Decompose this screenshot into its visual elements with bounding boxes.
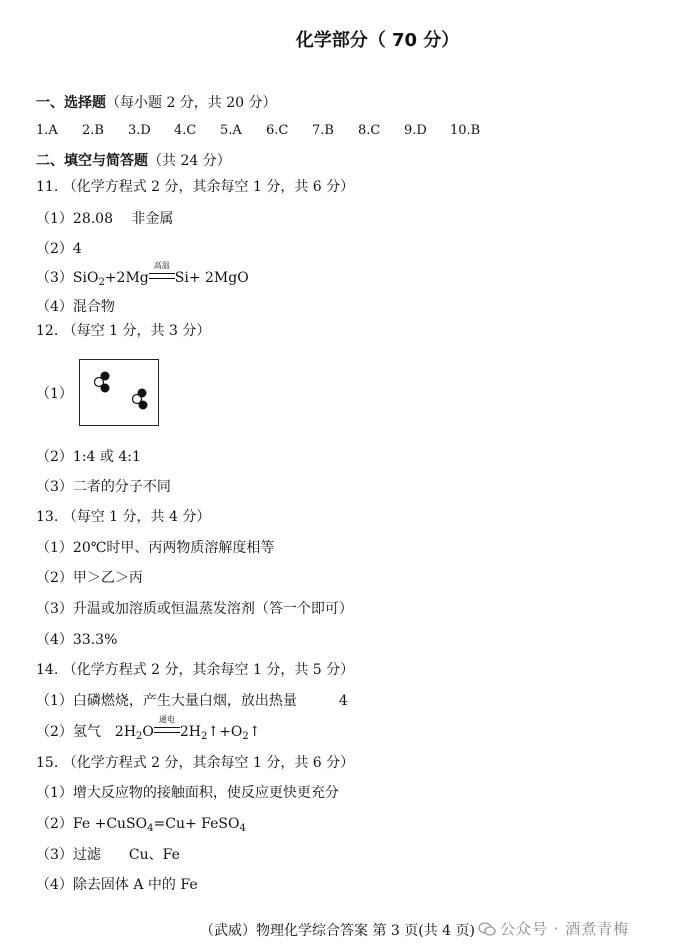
q12-answer-2: （2）1:4 或 4:1	[36, 449, 141, 465]
q11-answer-1: （1）28.08 非金属	[36, 211, 174, 227]
wechat-icon	[478, 922, 496, 936]
q12-header: 12. （每空 1 分，共 3 分）	[36, 323, 211, 339]
q15-answer-2	[36, 814, 246, 839]
section1-note: （每小题 2 分，共 20 分）	[106, 95, 277, 111]
choice-answers	[36, 123, 496, 138]
equals-sign	[154, 727, 180, 733]
watermark	[478, 918, 629, 939]
section2-header	[36, 151, 231, 171]
condition-label: 通电	[158, 715, 175, 724]
q13-header: 13. （每空 1 分，共 4 分）	[36, 509, 211, 525]
molecule-diagram	[79, 359, 159, 426]
subscript: 4	[239, 823, 246, 834]
q11-header: 11. （化学方程式 2 分，其余每空 1 分，共 6 分）	[36, 179, 355, 195]
q15-header: 15. （化学方程式 2 分，其余每空 1 分，共 6 分）	[36, 755, 355, 771]
condition-label: 高温	[153, 261, 170, 270]
subscript: 2	[98, 277, 105, 288]
subscript: 2	[136, 731, 143, 742]
equation-part: +2Mg	[104, 270, 149, 286]
choice-answer: 10.B	[450, 123, 481, 138]
q14-answer-1: （1）白磷燃烧，产生大量白烟，放出热量 4	[36, 693, 348, 709]
q12-answer-3: （3）二者的分子不同	[36, 479, 171, 495]
equation-part: （2）Fe +CuSO	[36, 816, 148, 832]
q13-answer-3: （3）升温或加溶质或恒温蒸发溶剂（答一个即可）	[36, 601, 353, 617]
choice-answer: 9.D	[404, 123, 427, 138]
choice-answer: 4.C	[174, 123, 197, 138]
reaction-condition	[149, 261, 175, 288]
equation-part: ↑	[248, 724, 261, 740]
subscript: 4	[147, 823, 154, 834]
equation-part: 2H	[179, 724, 202, 740]
q15-answer-4: （4）除去固体 A 中的 Fe	[36, 877, 198, 893]
q13-answer-2: （2）甲＞乙＞丙	[36, 570, 143, 586]
q14-header: 14. （化学方程式 2 分，其余每空 1 分，共 5 分）	[36, 662, 355, 678]
choice-answer: 3.D	[128, 123, 151, 138]
q11-answer-4: （4）混合物	[36, 299, 115, 315]
molecule-icon	[80, 360, 157, 424]
page-footer: （武威）物理化学综合答案 第 3 页(共 4 页)	[200, 923, 475, 939]
q15-answer-3: （3）过滤 Cu、Fe	[36, 847, 180, 863]
choice-answer: 7.B	[312, 123, 334, 138]
q11-answer-2: （2）4	[36, 241, 82, 257]
q11-answer-3	[36, 261, 249, 293]
choice-answer: 2.B	[82, 123, 104, 138]
equation-part: O	[142, 724, 154, 740]
page-title: 化学部分（ 70 分）	[295, 30, 460, 51]
equation-part: ↑+O	[207, 724, 243, 740]
section2-note: （共 24 分）	[148, 153, 231, 169]
choice-answer: 6.C	[266, 123, 289, 138]
subscript: 2	[201, 731, 208, 742]
section1-heading: 一、选择题	[36, 95, 106, 111]
reaction-condition	[154, 715, 180, 742]
q14-answer-2	[36, 715, 261, 747]
choice-answer: 8.C	[358, 123, 381, 138]
q15-answer-1: （1）增大反应物的接触面积，使反应更快更充分	[36, 785, 339, 801]
watermark-text: 公众号 · 酒煮青梅	[500, 920, 630, 938]
equation-part: =Cu+ FeSO	[153, 816, 240, 832]
choice-answer: 1.A	[36, 123, 58, 138]
q13-answer-4: （4）33.3%	[36, 632, 118, 648]
section1-header	[36, 93, 277, 113]
equals-sign	[149, 273, 175, 279]
q12-answer-1-label: （1）	[36, 386, 73, 402]
q13-answer-1: （1）20℃时甲、丙两物质溶解度相等	[36, 540, 275, 556]
equation-part: （2）氢气 2H	[36, 724, 137, 740]
section2-heading: 二、填空与简答题	[36, 153, 148, 169]
subscript: 2	[242, 731, 249, 742]
equation-part: （3）SiO	[36, 270, 99, 286]
equation-part: Si+ 2MgO	[174, 270, 249, 286]
choice-answer: 5.A	[220, 123, 242, 138]
